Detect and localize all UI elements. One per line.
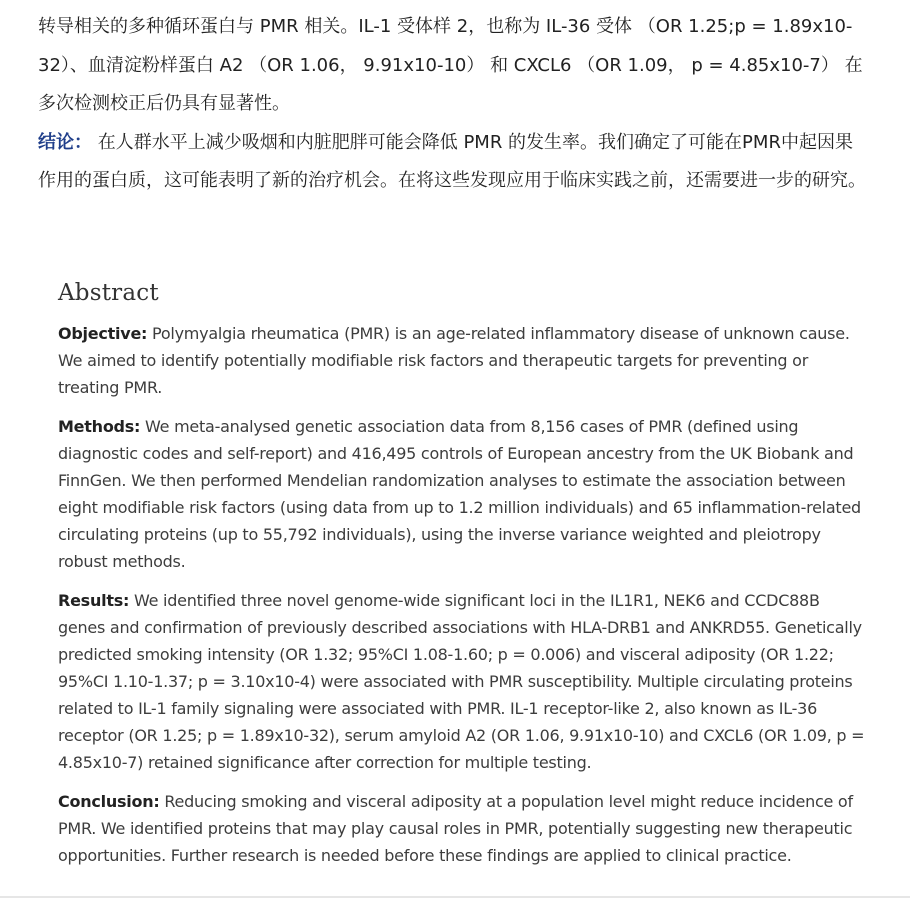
conclusion-paragraph xyxy=(58,788,870,869)
zh-conclusion xyxy=(38,124,870,201)
objective-label: Objective: xyxy=(58,324,148,343)
zh-results-text: 转导相关的多种循环蛋白与 PMR 相关。IL-1 受体样 2，也称为 IL-36 受体 （OR 1.25;p = 1.89x10-32）、血清淀粉样蛋白 A2 （OR 1.06， 9.91x10-10） 和 CXCL6 （OR 1.09， p = 4.85x10-7） 在多次检测校正后仍具有显著性。 xyxy=(38,16,863,114)
objective-paragraph xyxy=(58,320,870,401)
bottom-divider xyxy=(0,896,910,898)
results-paragraph xyxy=(58,587,870,776)
methods-paragraph xyxy=(58,413,870,575)
abstract-title: Abstract xyxy=(58,280,159,306)
results-label: Results: xyxy=(58,591,130,610)
chinese-translation xyxy=(38,8,870,201)
methods-label: Methods: xyxy=(58,417,141,436)
objective-text: Polymyalgia rheumatica (PMR) is an age-related inflammatory disease of unknown cause. We aimed to identify potentially modifiable risk factors and therapeutic targets for preventing or treating PMR. xyxy=(58,324,850,397)
results-text: We identified three novel genome-wide significant loci in the IL1R1, NEK6 and CCDC88B genes and confirmation of previously described associations with HLA-DRB1 and ANKRD55. Genetically predicted smoking intensity (OR 1.32; 95%CI 1.08-1.60; p = 0.006) and visceral adiposity (OR 1.22; 95%CI 1.10-1.37; p = 3.10x10-4) were associated with PMR susceptibility. Multiple circulating proteins related to IL-1 family signaling were associated with PMR. IL-1 receptor-like 2, also known as IL-36 receptor (OR 1.25; p = 1.89x10-32), serum amyloid A2 (OR 1.06, 9.91x10-10) and CXCL6 (OR 1.09, p = 4.85x10-7) retained significance after correction for multiple testing. xyxy=(58,591,865,772)
zh-conclusion-text: 在人群水平上减少吸烟和内脏肥胖可能会降低 PMR 的发生率。我们确定了可能在PMR中起因果作用的蛋白质，这可能表明了新的治疗机会。在将这些发现应用于临床实践之前，还需要进一步的研究。 xyxy=(38,131,866,191)
zh-conclusion-label: 结论： xyxy=(38,131,92,153)
abstract-section xyxy=(58,280,870,881)
methods-text: We meta-analysed genetic association data from 8,156 cases of PMR (defined using diagnostic codes and self-report) and 416,495 controls of European ancestry from the UK Biobank and FinnGen. We then performed Mendelian randomization analyses to estimate the association between eight modifiable risk factors (using data from up to 1.2 million individuals) and 65 inflammation-related circulating proteins (up to 55,792 individuals), using the inverse variance weighted and pleiotropy robust methods. xyxy=(58,417,861,571)
conclusion-text: Reducing smoking and visceral adiposity at a population level might reduce incidence of PMR. We identified proteins that may play causal roles in PMR, potentially suggesting new therapeutic opportunities. Further research is needed before these findings are applied to clinical practice. xyxy=(58,792,853,865)
conclusion-label: Conclusion: xyxy=(58,792,160,811)
zh-results-continuation xyxy=(38,8,870,124)
